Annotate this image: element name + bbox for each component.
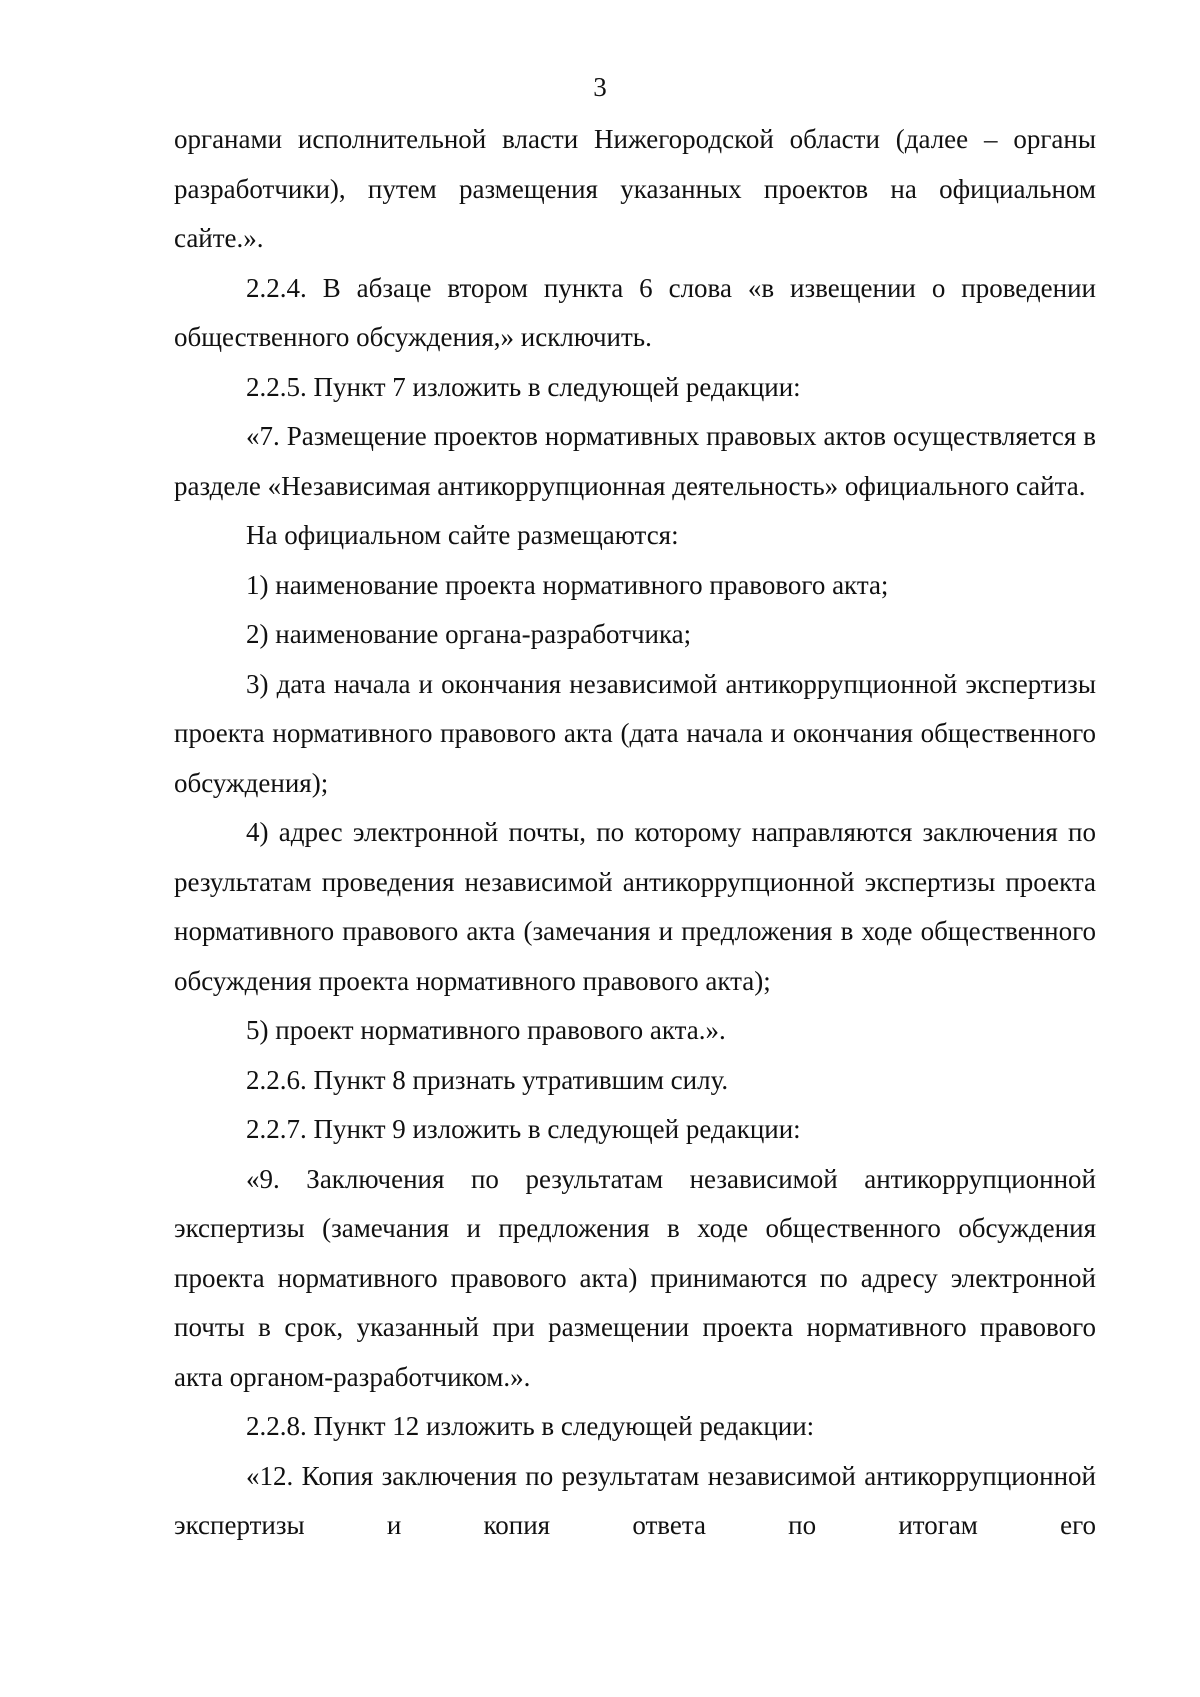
paragraph-2-2-5: 2.2.5. Пункт 7 изложить в следующей редакции: bbox=[246, 371, 801, 402]
list-item-3: 3) дата начала и окончания независимой антикоррупционной экспертизы проекта нормативного правового акта (дата начала и окончания общественного обсуждения); bbox=[174, 668, 1096, 798]
paragraph-continuation: органами исполнительной власти Нижегородской области (далее – органы разработчики), путем размещения указанных проектов на официальном сайте.». bbox=[174, 124, 1096, 253]
list-item-2: 2) наименование органа-разработчика; bbox=[246, 619, 692, 649]
paragraph-item-12: «12. Копия заключения по результатам независимой антикоррупционной экспертизы и копия ответа по итогам его bbox=[174, 1460, 1096, 1540]
list-item-4: 4) адрес электронной почты, по которому направляются заключения по результатам проведения независимой антикоррупционной экспертизы проекта нормативного правового акта (замечания и предложения в ходе общественного обсуждения проекта нормативного правового акта); bbox=[174, 817, 1096, 996]
paragraph-2-2-6: 2.2.6. Пункт 8 признать утратившим силу. bbox=[246, 1064, 729, 1095]
document-body bbox=[174, 115, 1096, 1551]
paragraph-item-7: «7. Размещение проектов нормативных правовых актов осуществляется в разделе «Независимая антикоррупционная деятельность» официального сайта. bbox=[174, 421, 1096, 501]
paragraph-2-2-8: 2.2.8. Пункт 12 изложить в следующей редакции: bbox=[246, 1411, 815, 1441]
paragraph-2-2-4: 2.2.4. В абзаце втором пункта 6 слова «в извещении о проведении общественного обсуждения,» исключить. bbox=[174, 272, 1096, 352]
list-item-1: 1) наименование проекта нормативного правового акта; bbox=[246, 569, 889, 600]
paragraph-item-9: «9. Заключения по результатам независимой антикоррупционной экспертизы (замечания и предложения в ходе общественного обсуждения проекта нормативного правового акта) принимаются по адресу электронной почты в срок, указанный при размещении проекта нормативного правового акта органом-разработчиком.». bbox=[174, 1163, 1096, 1392]
paragraph-site-contents: На официальном сайте размещаются: bbox=[246, 520, 679, 550]
page-number: 3 bbox=[593, 72, 607, 102]
paragraph-2-2-7: 2.2.7. Пункт 9 изложить в следующей редакции: bbox=[246, 1114, 801, 1144]
list-item-5: 5) проект нормативного правового акта.». bbox=[246, 1015, 726, 1045]
